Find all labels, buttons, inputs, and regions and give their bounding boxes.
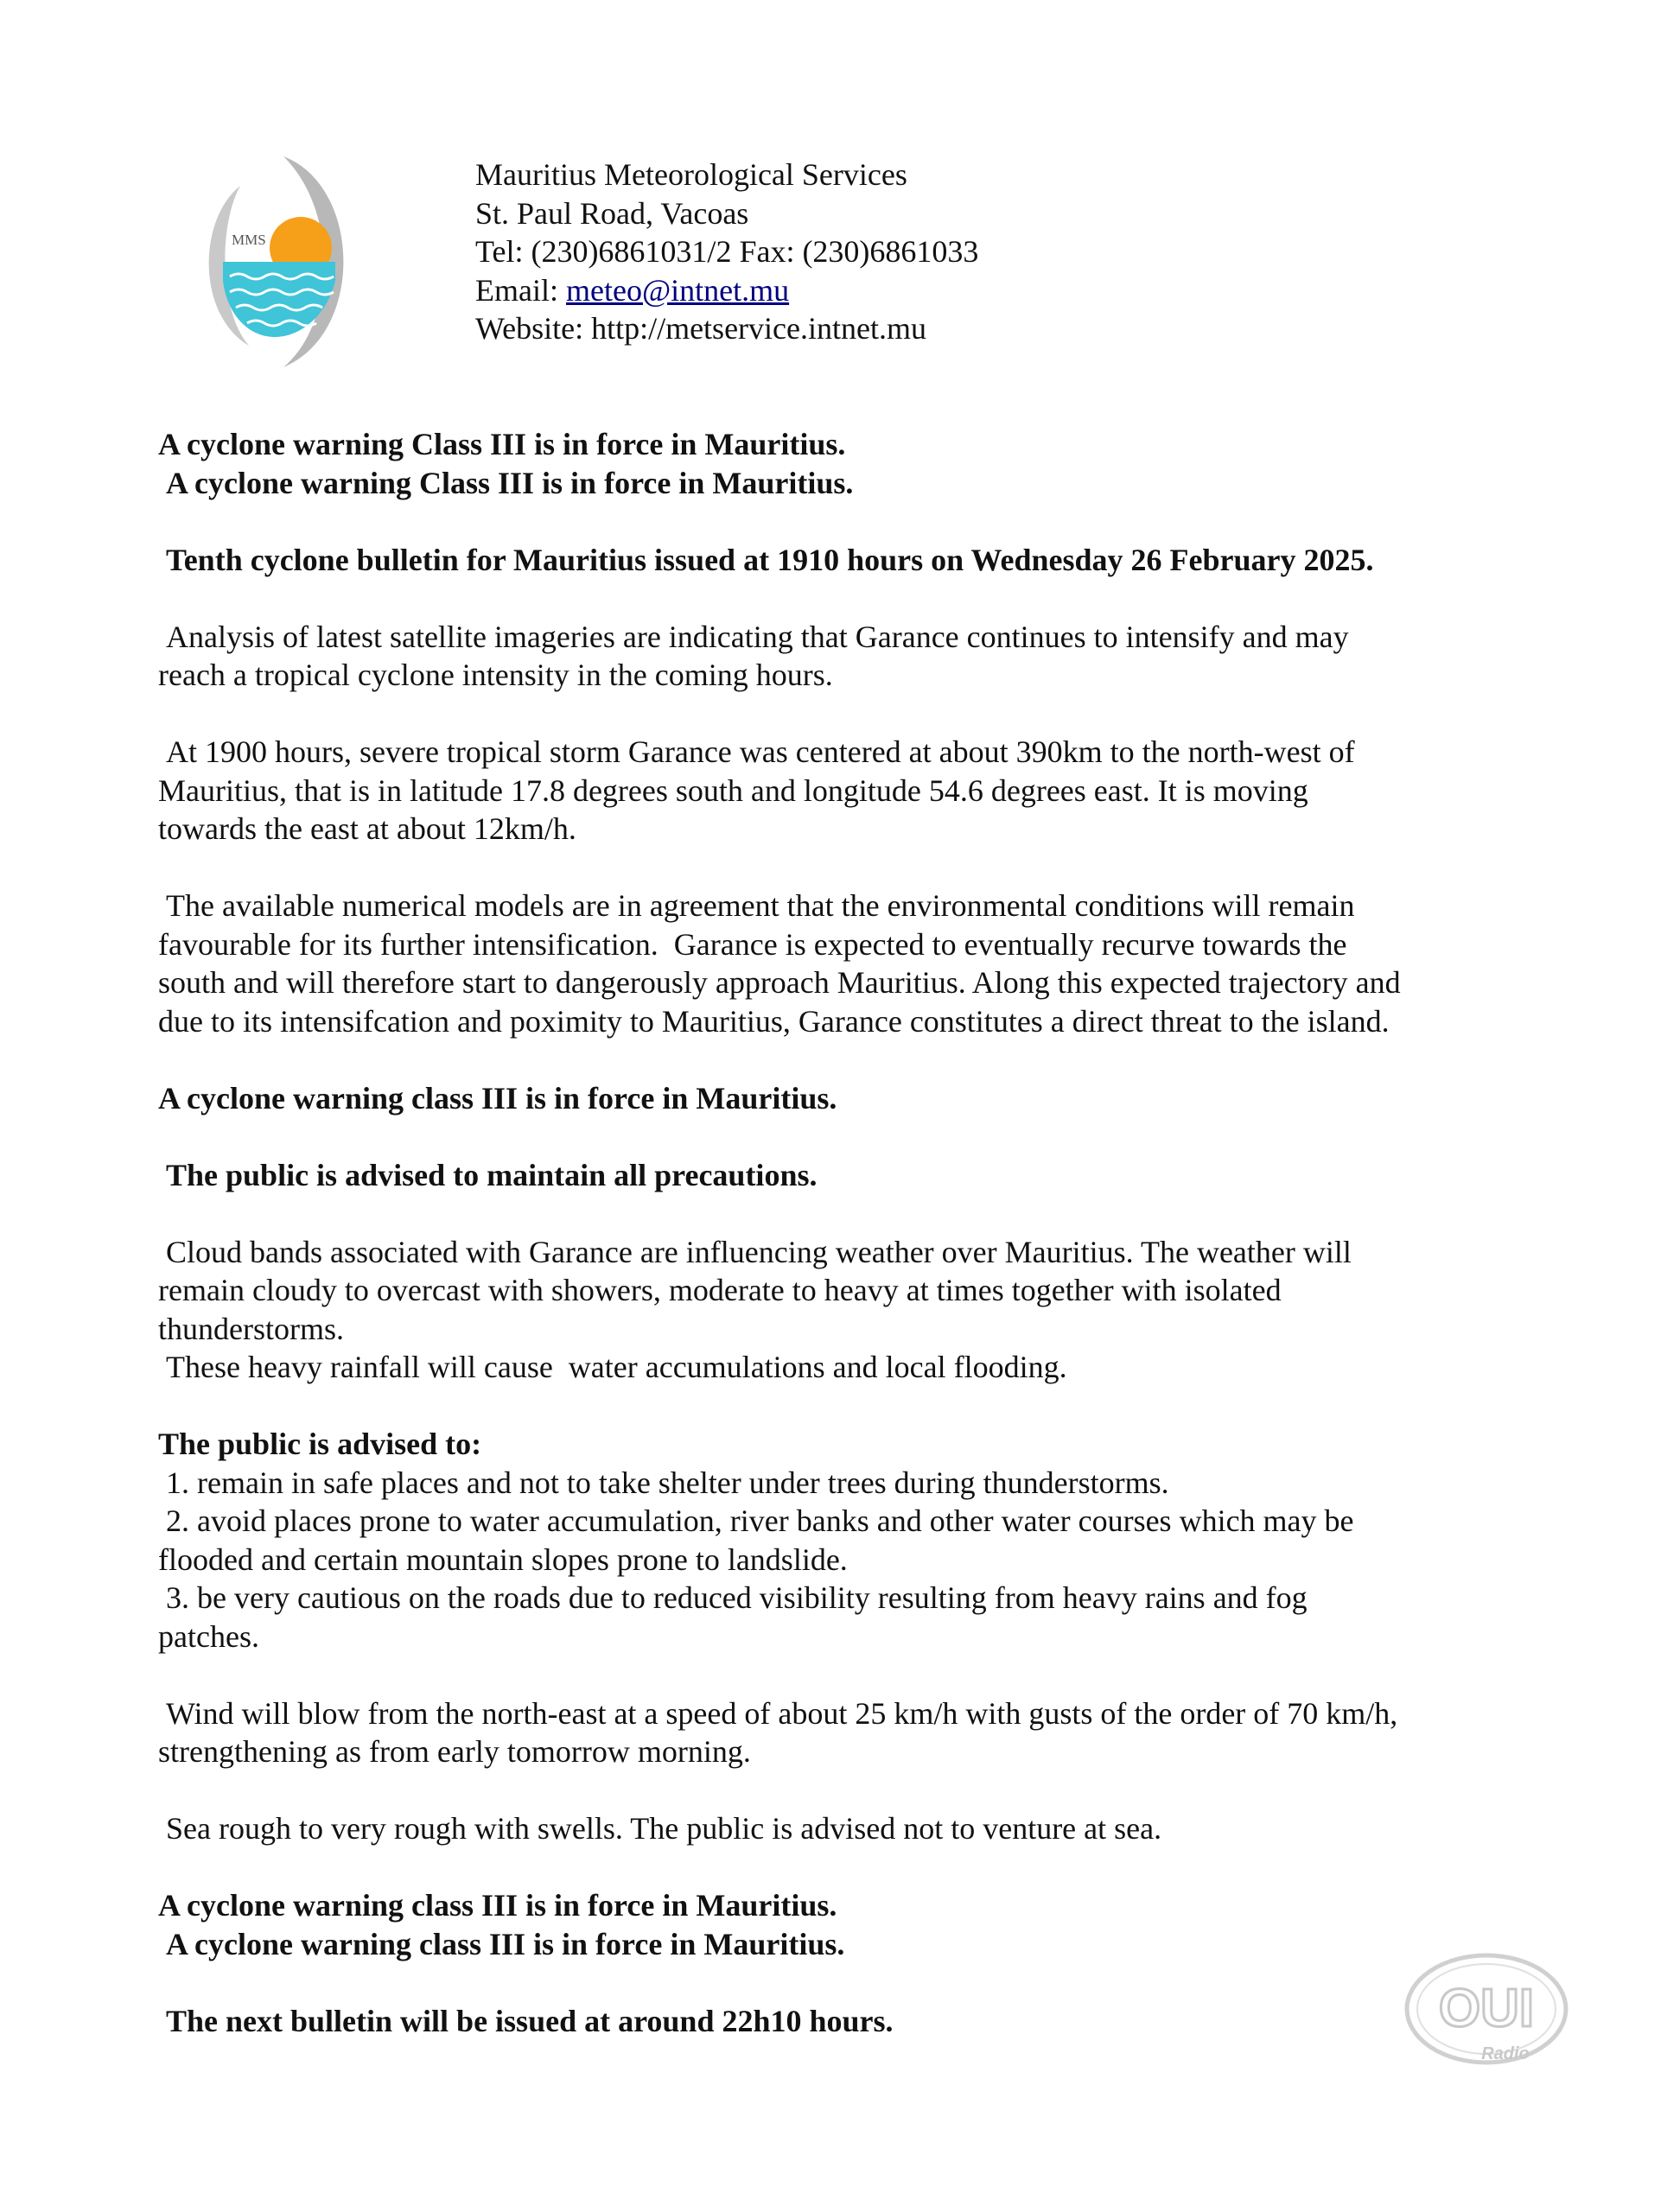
models-line-3: south and will therefore start to dangerously approach Mauritius. Along this expected trajectory and [158,965,1401,1000]
wind-line-1: Wind will blow from the north-east at a speed of about 25 km/h with gusts of the order of 70 km/h, [166,1695,1398,1731]
mms-logo [188,151,361,372]
advice-heading: The public is advised to: [158,1427,482,1461]
warning-line-2: A cyclone warning Class III is in force in Mauritius. [166,465,854,500]
email-link[interactable]: meteo@intnet.mu [565,272,790,308]
position-line-3: towards the east at about 12km/h. [158,811,576,846]
analysis-line-2: reach a tropical cyclone intensity in the coming hours. [158,658,833,692]
analysis-line-1: Analysis of latest satellite imageries are indicating that Garance continues to intensify and may [166,619,1349,654]
wind-line-2: strengthening as from early tomorrow morning. [158,1734,751,1769]
advice-item-3a: 3. be very cautious on the roads due to reduced visibility resulting from heavy rains and fog [166,1580,1308,1615]
warning-line-3: A cyclone warning class III is in force in Mauritius. [158,1080,837,1116]
watermark-subtext: Radio [1481,2044,1530,2063]
models-line-4: due to its intensifcation and poximity to Mauritius, Garance constitutes a direct threat to the island. [158,1003,1390,1039]
warning-line-1: A cyclone warning Class III is in force in Mauritius. [158,427,846,461]
bulletin-title: Tenth cyclone bulletin for Mauritius issued at 1910 hours on Wednesday 26 February 2025. [166,542,1374,577]
org-email [475,271,978,310]
org-website: Website: http://metservice.intnet.mu [475,311,926,346]
weather-line-1: Cloud bands associated with Garance are influencing weather over Mauritius. The weather will [166,1234,1352,1269]
warning-line-5: A cyclone warning class III is in force in Mauritius. [166,1926,845,1961]
advice-item-3b: patches. [158,1618,259,1654]
position-line-1: At 1900 hours, severe tropical storm Garance was centered at about 390km to the north-west of [166,734,1355,769]
mms-logo-text: MMS [232,232,266,248]
weather-line-3: thunderstorms. [158,1311,344,1346]
next-bulletin-line: The next bulletin will be issued at around 22h10 hours. [166,2003,894,2038]
advice-item-2a: 2. avoid places prone to water accumulation, river banks and other water courses which may be [166,1503,1354,1538]
position-line-2: Mauritius, that is in latitude 17.8 degrees south and longitude 54.6 degrees east. It is moving [158,772,1308,808]
letterhead [475,156,978,348]
advice-item-2b: flooded and certain mountain slopes prone to landslide. [158,1541,848,1577]
email-label: Email: [475,272,566,308]
advice-item-1: 1. remain in safe places and not to take shelter under trees during thunderstorms. [166,1465,1169,1500]
bulletin-body [158,425,1515,2040]
weather-line-4: These heavy rainfall will cause water accumulations and local flooding. [166,1350,1067,1384]
org-phone-fax: Tel: (230)6861031/2 Fax: (230)6861033 [475,234,979,269]
org-name: Mauritius Meteorological Services [475,157,907,192]
radio-watermark-logo [1400,1948,1573,2078]
watermark-text: OUI [1438,1979,1535,2038]
warning-line-4: A cyclone warning class III is in force in Mauritius. [158,1888,837,1923]
weather-line-2: remain cloudy to overcast with showers, moderate to heavy at times together with isolated [158,1273,1282,1307]
models-line-2: favourable for its further intensification. Garance is expected to eventually recurve towards the [158,926,1347,962]
models-line-1: The available numerical models are in agreement that the environmental conditions will remain [166,888,1355,923]
precautions-line: The public is advised to maintain all precautions. [166,1157,818,1192]
sea-line: Sea rough to very rough with swells. The public is advised not to venture at sea. [166,1811,1162,1846]
org-address: St. Paul Road, Vacoas [475,195,749,231]
